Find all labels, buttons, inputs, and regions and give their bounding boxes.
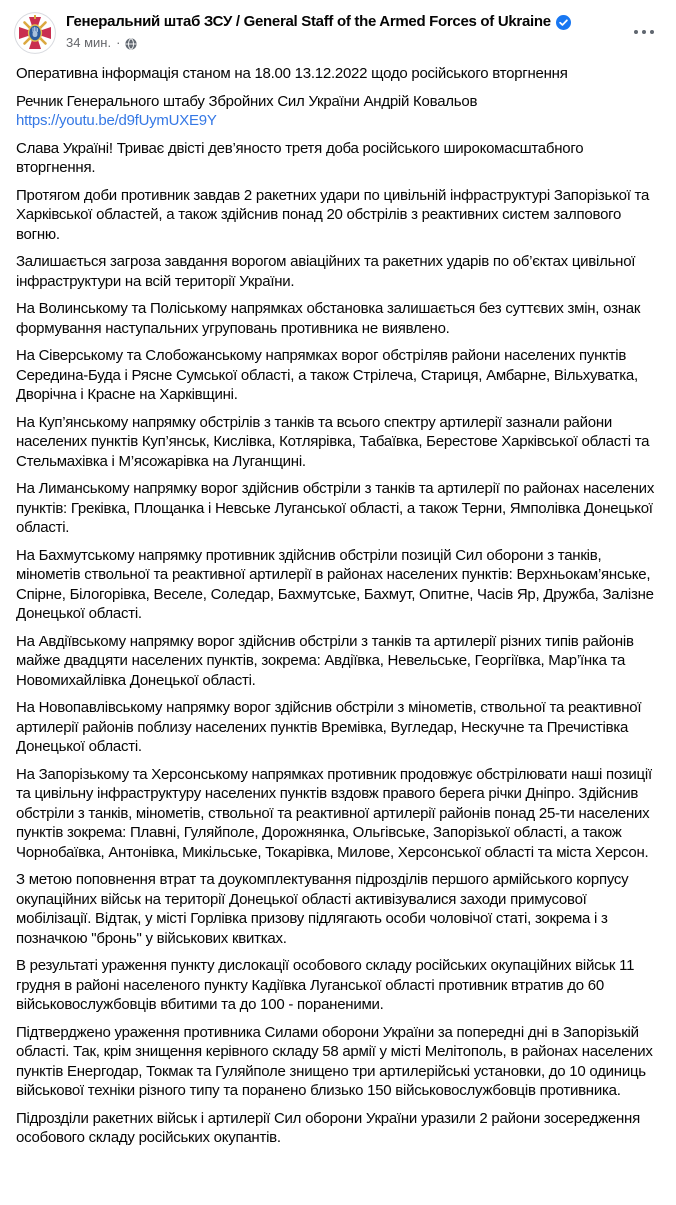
timestamp-link[interactable]: 34 мин. — [66, 35, 112, 50]
post-paragraph: На Новопавлівському напрямку ворог здійснив обстріли з мінометів, ствольної та реактивної артилерії районів поблизу населених пунктів Времівка, Вугледар, Нескучне та Пречистівка Донецької області. — [16, 699, 642, 755]
more-options-button[interactable] — [630, 24, 658, 40]
general-staff-emblem-icon — [14, 12, 56, 54]
post-paragraph: Залишається загроза завдання ворогом авіаційних та ракетних ударів по об’єктах цивільної інфраструктури на всій території України. — [16, 253, 636, 290]
post-header — [0, 0, 676, 54]
youtube-link[interactable]: https://youtu.be/d9fUymUXE9Y — [16, 112, 217, 129]
post-paragraph: На Авдіївському напрямку ворог здійснив обстріли з танків та артилерії різних типів районів майже двадцяти населених пунктів, зокрема: Авдіївка, Невельське, Георгіївка, Мар’їнка та Новомихайлівка Донецької області. — [16, 632, 634, 689]
post-paragraph: На Бахмутському напрямку противник здійснив обстріли позицій Сил оборони з танків, мінометів ствольної та реактивної артилерії в районах населених пунктів: Верхньокам’янське, Спірне, Білогорівка, Веселе, Соледар, Бахмутське, Бахмут, Опитне, Часів Яр, Дружба, Залізне Донецької області. — [16, 546, 654, 622]
post-paragraph: На Запорізькому та Херсонському напрямках противник продовжує обстрілювати наші позиції та цивільну інфраструктуру населених пунктів вздовж правого берега річки Дніпро. Здійснив обстріли з танків, мінометів, ствольної та реактивної артилерії районів понад 25-ти населених пунктів зокрема: Плавні, Гуляйполе, Дорожнянка, Ольгівське, Запорізької області, а також Чорнобаївка, Антонівка, Микільське, Токарівка, Милове, Херсонської області та міста Херсон. — [16, 765, 652, 861]
post-paragraph: Слава Україні! Триває двісті дев’яносто третя доба російського широкомасштабного вторгнення. — [16, 139, 584, 176]
post-paragraph: Протягом доби противник завдав 2 ракетних удари по цивільній інфраструктурі Запорізької та Харківської областей, а також здійснив понад 20 обстрілів з реактивних систем залпового вогню. — [16, 186, 650, 243]
verified-badge-icon — [556, 15, 571, 30]
post-meta — [66, 35, 571, 51]
post-paragraph: На Волинському та Поліському напрямках обстановка залишається без суттєвих змін, ознак формування наступальних угруповань противника не виявлено. — [16, 300, 641, 337]
post-paragraph: На Лиманському напрямку ворог здійснив обстріли з танків та артилерії по районах населених пунктів: Греківка, Площанка і Невське Луганської області, а також Терни, Ямполівка Донецької області. — [16, 480, 655, 536]
globe-public-icon — [125, 38, 137, 50]
post-paragraph — [16, 92, 660, 131]
post-paragraph: З метою поповнення втрат та доукомплектування підрозділів першого армійського корпусу окупаційних військ на території Донецької області активізувалися заходи примусової мобілізації. Відтак, у місті Горлівка призову підлягають особи чоловічої статі, зокрема і з позначкою "бронь" у військових квитках. — [16, 871, 629, 947]
meta-separator: · — [116, 35, 121, 50]
post-body — [0, 54, 676, 1148]
ellipsis-dot — [650, 30, 654, 34]
spokesperson-line: Речник Генерального штабу Збройних Сил України Андрій Ковальов — [16, 92, 478, 110]
page-avatar[interactable] — [14, 12, 56, 54]
post-paragraph: В результаті ураження пункту дислокації особового складу російських окупаційних військ 11 грудня в районі населеного пункту Кадіївка Луганської області противник втратив до 60 військовослужбовців вбитими та до 100 - пораненими. — [16, 957, 635, 1013]
post-paragraph: Підтверджено ураження противника Силами оборони України за попередні дні в Запорізькій області. Так, крім знищення керівного складу 58 армії у місті Мелітополь, в районах населених пунктів Енергодар, Токмак та Гуляйполе знищено три артилерійські установки, до 10 одиниць військової техніки різного типу та поранено близько 150 військовослужбовців противника. — [16, 1023, 653, 1099]
post-paragraph: Оперативна інформація станом на 18.00 13.12.2022 щодо російського вторгнення — [16, 65, 568, 82]
ellipsis-dot — [634, 30, 638, 34]
header-info — [66, 12, 571, 51]
post-paragraph: На Куп’янському напрямку обстрілів з танків та всього спектру артилерії зазнали райони населених пунктів Куп’янськ, Кислівка, Котлярівка, Табаївка, Берестове Харківської області та Стельмахівка і М’ясожарівка на Луганщині. — [16, 413, 650, 470]
page-name: Генеральний штаб ЗСУ / General Staff of the Armed Forces of Ukraine — [66, 13, 551, 30]
post-paragraph: На Сіверському та Слобожанському напрямках ворог обстріляв райони населених пунктів Середина-Буда і Рясне Сумської області, а також Стрілеча, Стариця, Амбарне, Вільхуватка, Дворічна і Красне на Харківщині. — [16, 347, 638, 403]
page-name-link[interactable] — [66, 12, 571, 31]
ellipsis-dot — [642, 30, 646, 34]
post-paragraph: Підрозділи ракетних військ і артилерії Сил оборони України уразили 2 райони зосередження особового складу російських окупантів. — [16, 1109, 640, 1146]
